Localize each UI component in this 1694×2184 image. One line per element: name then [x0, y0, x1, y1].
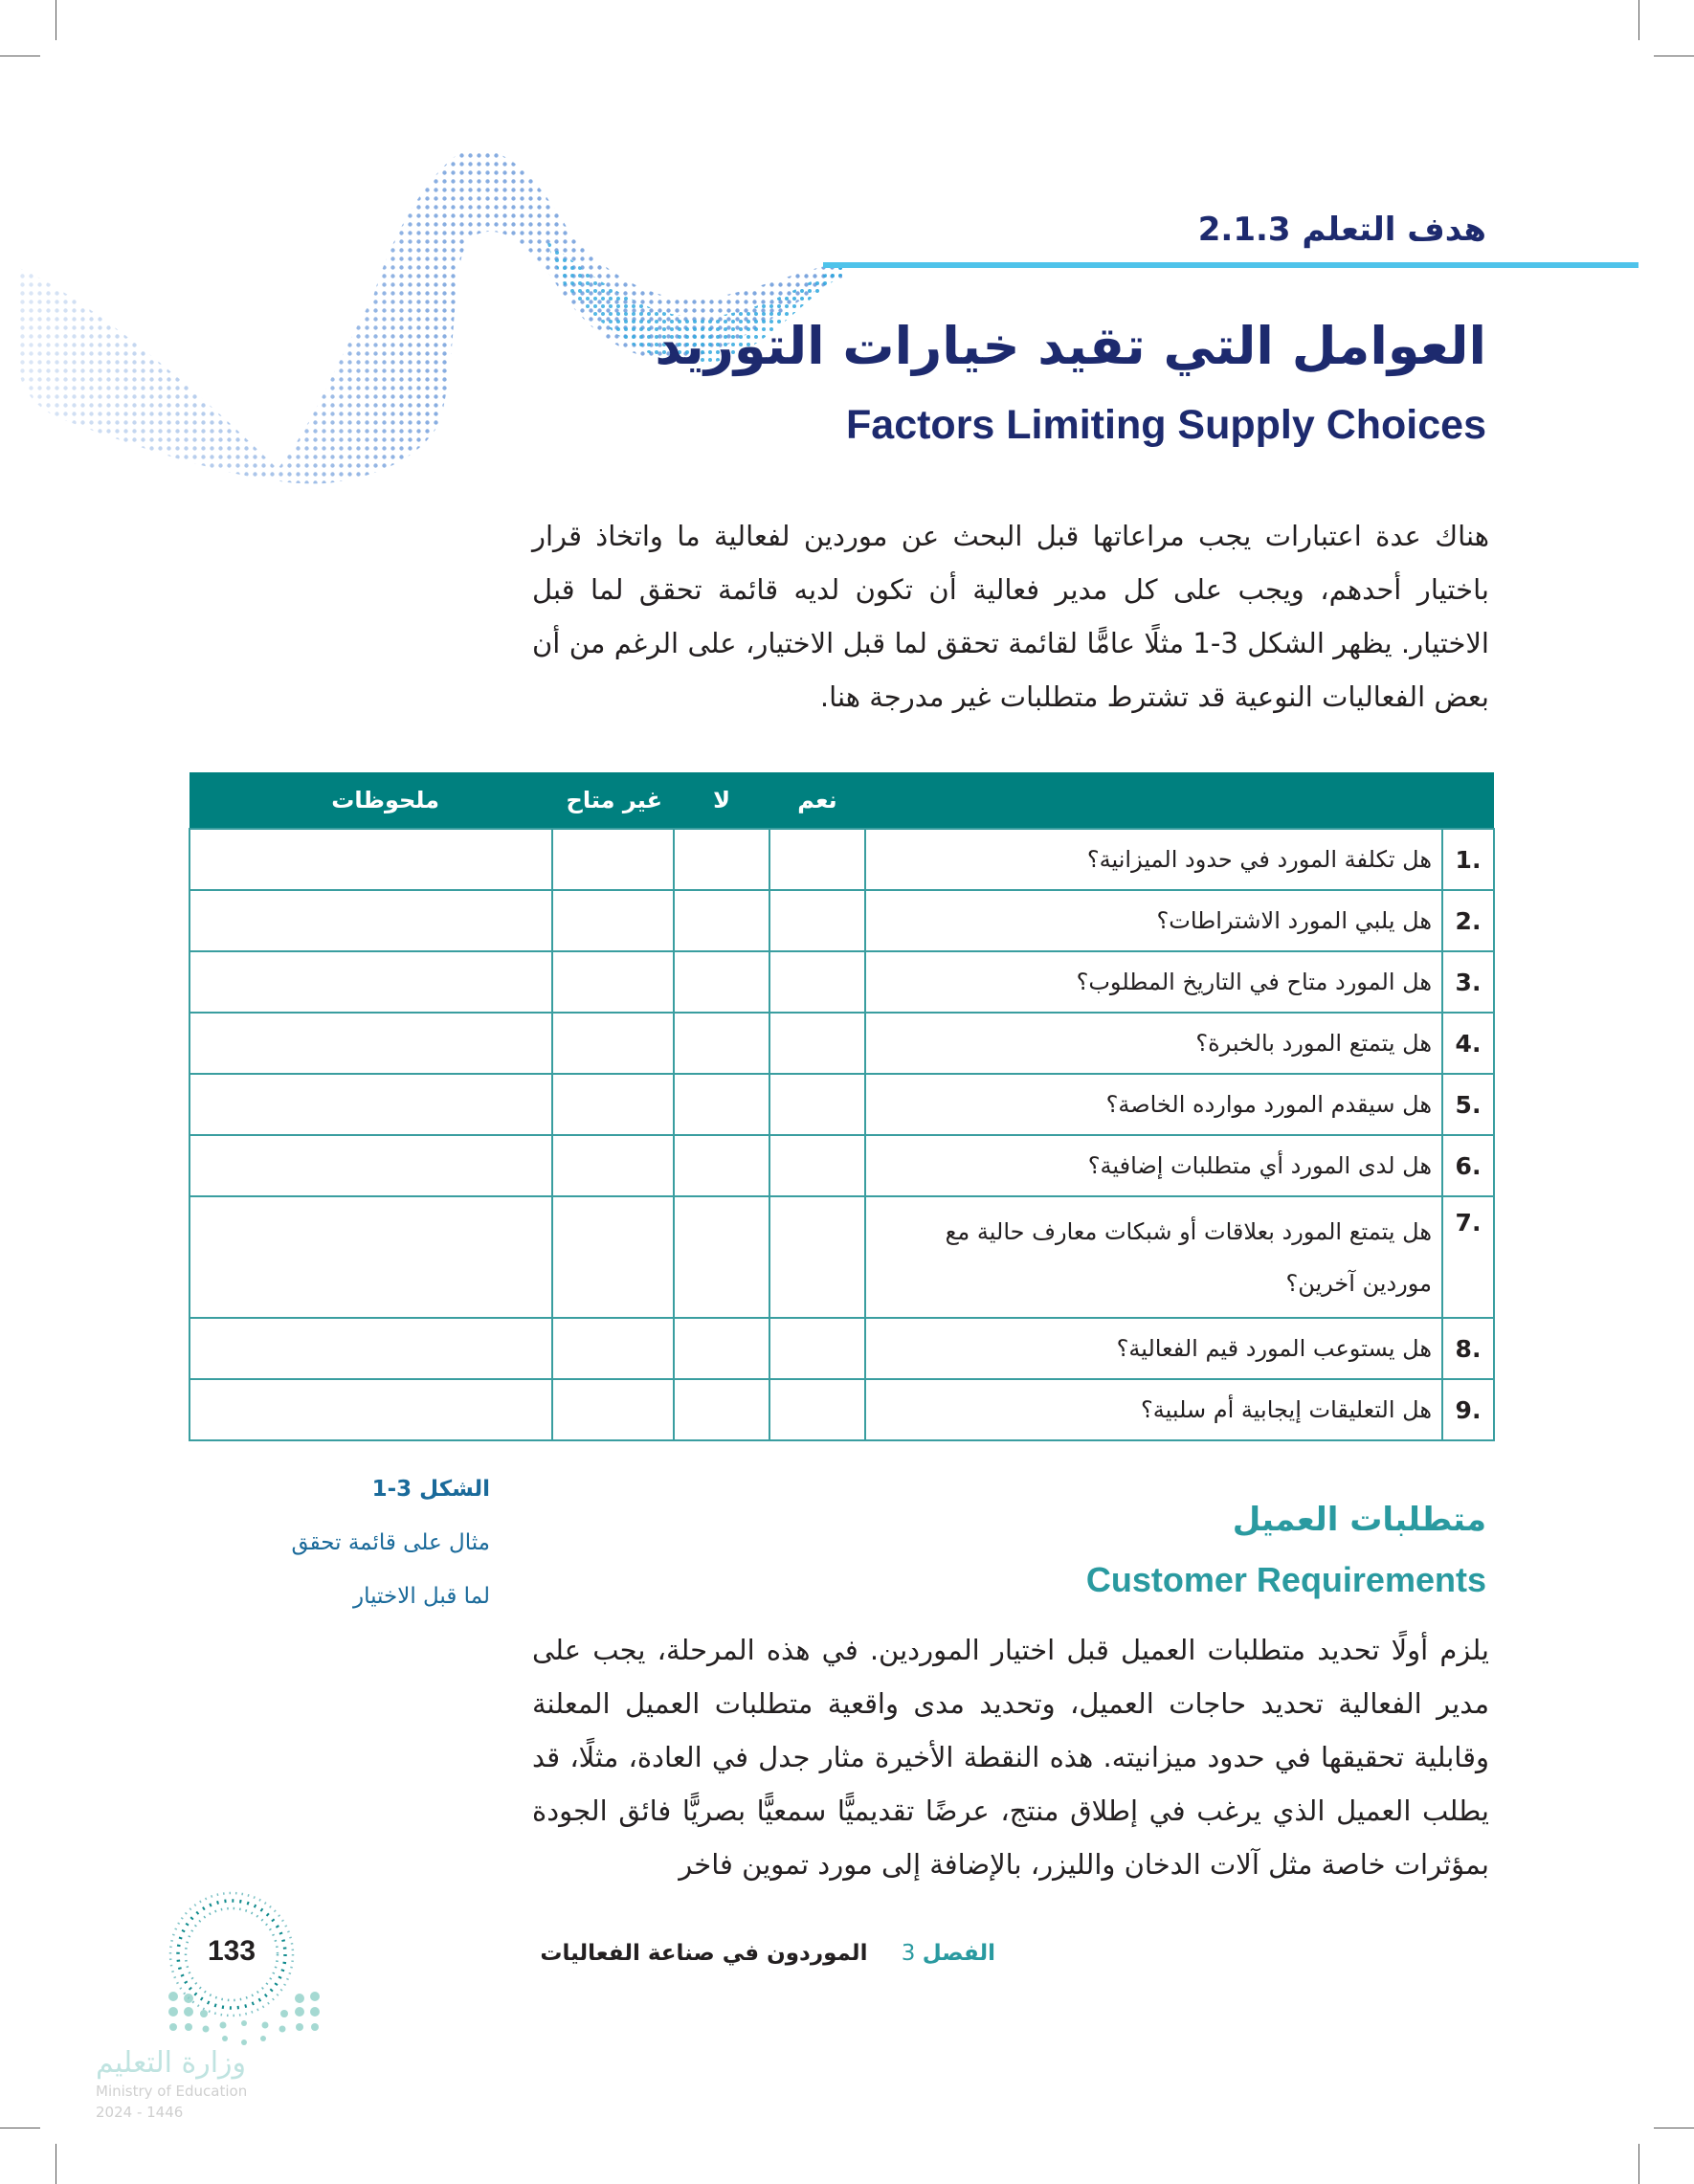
- cell-not-available[interactable]: [552, 1074, 674, 1135]
- cell-not-available[interactable]: [552, 1379, 674, 1440]
- header-yes: نعم: [769, 772, 865, 829]
- cell-no[interactable]: [674, 1013, 769, 1074]
- row-number: .6: [1442, 1135, 1494, 1196]
- table-header-row: [189, 772, 1494, 829]
- cell-yes[interactable]: [769, 890, 865, 951]
- chapter-label: الفصل: [922, 1941, 995, 1966]
- cell-no[interactable]: [674, 951, 769, 1013]
- crop-mark-bottom-right-v: [1638, 2144, 1639, 2184]
- cell-no[interactable]: [674, 1196, 769, 1318]
- section-title-english: Customer Requirements: [1085, 1560, 1486, 1599]
- figure-caption-line-2: لما قبل الاختيار: [352, 1584, 490, 1609]
- chapter-number: 3: [901, 1941, 916, 1966]
- row-question: هل يستوعب المورد قيم الفعالية؟: [865, 1318, 1442, 1379]
- running-footer: [540, 1941, 995, 1966]
- header-not-available: غير متاح: [552, 772, 674, 829]
- row-number: .1: [1442, 829, 1494, 890]
- section-title-arabic: متطلبات العميل: [1232, 1501, 1486, 1539]
- cell-yes[interactable]: [769, 1196, 865, 1318]
- cell-yes[interactable]: [769, 1074, 865, 1135]
- cell-not-available[interactable]: [552, 829, 674, 890]
- dotted-wave-decoration: [10, 134, 852, 488]
- row-question: هل تكلفة المورد في حدود الميزانية؟: [865, 829, 1442, 890]
- table-row: [189, 1013, 1494, 1074]
- cell-notes[interactable]: [189, 951, 552, 1013]
- table-row: [189, 890, 1494, 951]
- cell-notes[interactable]: [189, 1013, 552, 1074]
- figure-caption-line-1: مثال على قائمة تحقق: [291, 1530, 490, 1555]
- row-number: .9: [1442, 1379, 1494, 1440]
- table-row: [189, 829, 1494, 890]
- cell-no[interactable]: [674, 1318, 769, 1379]
- row-question: هل يلبي المورد الاشتراطات؟: [865, 890, 1442, 951]
- cell-yes[interactable]: [769, 1318, 865, 1379]
- cell-not-available[interactable]: [552, 951, 674, 1013]
- header-no: لا: [674, 772, 769, 829]
- cell-notes[interactable]: [189, 1074, 552, 1135]
- row-question: هل سيقدم المورد موارده الخاصة؟: [865, 1074, 1442, 1135]
- header-number: [1442, 772, 1494, 829]
- ministry-logo-english: Ministry of Education: [96, 2083, 248, 2100]
- cell-no[interactable]: [674, 1074, 769, 1135]
- header-notes: ملحوظات: [189, 772, 552, 829]
- cell-yes[interactable]: [769, 1135, 865, 1196]
- row-number: .7: [1442, 1196, 1494, 1318]
- cell-yes[interactable]: [769, 951, 865, 1013]
- table-row: [189, 1074, 1494, 1135]
- figure-caption: [291, 1462, 490, 1623]
- row-question: هل المورد متاح في التاريخ المطلوب؟: [865, 951, 1442, 1013]
- section-paragraph: يلزم أولًا تحديد متطلبات العميل قبل اختيار الموردين. في هذه المرحلة، يجب على مدير الفعالية تحديد حاجات العميل، وتحديد مدى واقعية متطلبات العميل المعلنة وقابلية تحقيقها في حدود ميزانيته. هذه النقطة الأخيرة مثار جدل في العادة، مثلًا، قد يطلب العميل الذي يرغب في إطلاق منتج، عرضًا تقديميًّا سمعيًّا بصريًّا فائق الجودة بمؤثرات خاصة مثل آلات الدخان والليزر، بالإضافة إلى مورد تموين فاخر: [532, 1634, 1489, 1881]
- cell-yes[interactable]: [769, 1379, 865, 1440]
- pre-selection-checklist-table: [189, 772, 1495, 1441]
- row-question: هل يتمتع المورد بعلاقات أو شبكات معارف حالية مع موردين آخرين؟: [865, 1196, 1442, 1318]
- row-question: هل التعليقات إيجابية أم سلبية؟: [865, 1379, 1442, 1440]
- row-number: .2: [1442, 890, 1494, 951]
- cell-not-available[interactable]: [552, 1318, 674, 1379]
- table-row: [189, 1135, 1494, 1196]
- cell-notes[interactable]: [189, 1135, 552, 1196]
- ministry-dots-icon: [167, 1991, 321, 2048]
- cell-no[interactable]: [674, 829, 769, 890]
- page-title-english: Factors Limiting Supply Choices: [846, 402, 1486, 448]
- table-row: [189, 951, 1494, 1013]
- header-question: [865, 772, 1442, 829]
- ministry-logo-arabic: وزارة التعليم: [96, 2046, 247, 2080]
- cell-no[interactable]: [674, 1379, 769, 1440]
- ministry-logo-year: 2024 - 1446: [96, 2104, 184, 2121]
- cell-yes[interactable]: [769, 1013, 865, 1074]
- page-title-arabic: العوامل التي تقيد خيارات التوريد: [655, 316, 1486, 376]
- cell-notes[interactable]: [189, 890, 552, 951]
- cell-not-available[interactable]: [552, 1196, 674, 1318]
- page-number: 133: [207, 1935, 256, 1967]
- cell-not-available[interactable]: [552, 1013, 674, 1074]
- cell-not-available[interactable]: [552, 1135, 674, 1196]
- row-question: هل يتمتع المورد بالخبرة؟: [865, 1013, 1442, 1074]
- figure-label: الشكل 3-1: [371, 1477, 490, 1502]
- book-title: الموردون في صناعة الفعاليات: [540, 1941, 868, 1966]
- table-row: [189, 1318, 1494, 1379]
- row-number: .8: [1442, 1318, 1494, 1379]
- table-row: [189, 1379, 1494, 1440]
- row-question: هل لدى المورد أي متطلبات إضافية؟: [865, 1135, 1442, 1196]
- cell-yes[interactable]: [769, 829, 865, 890]
- cell-notes[interactable]: [189, 1318, 552, 1379]
- cell-no[interactable]: [674, 890, 769, 951]
- cell-notes[interactable]: [189, 1379, 552, 1440]
- cell-notes[interactable]: [189, 1196, 552, 1318]
- table-row: [189, 1196, 1494, 1318]
- row-number: .5: [1442, 1074, 1494, 1135]
- row-number: .3: [1442, 951, 1494, 1013]
- intro-paragraph: هناك عدة اعتبارات يجب مراعاتها قبل البحث عن موردين لفعالية ما واتخاذ قرار باختيار أحدهم، ويجب على كل مدير فعالية أن تكون لديه قائمة تحقق لما قبل الاختيار. يظهر الشكل 3-1 مثلًا عامًّا لقائمة تحقق لما قبل الاختيار، على الرغم من أن بعض الفعاليات النوعية قد تشترط متطلبات غير مدرجة هنا.: [532, 520, 1489, 713]
- row-number: .4: [1442, 1013, 1494, 1074]
- objective-underline: [823, 262, 1638, 268]
- cell-not-available[interactable]: [552, 890, 674, 951]
- learning-objective-label: هدف التعلم 2.1.3: [1197, 211, 1486, 249]
- cell-no[interactable]: [674, 1135, 769, 1196]
- crop-mark-top-right-v: [1638, 0, 1639, 40]
- cell-notes[interactable]: [189, 829, 552, 890]
